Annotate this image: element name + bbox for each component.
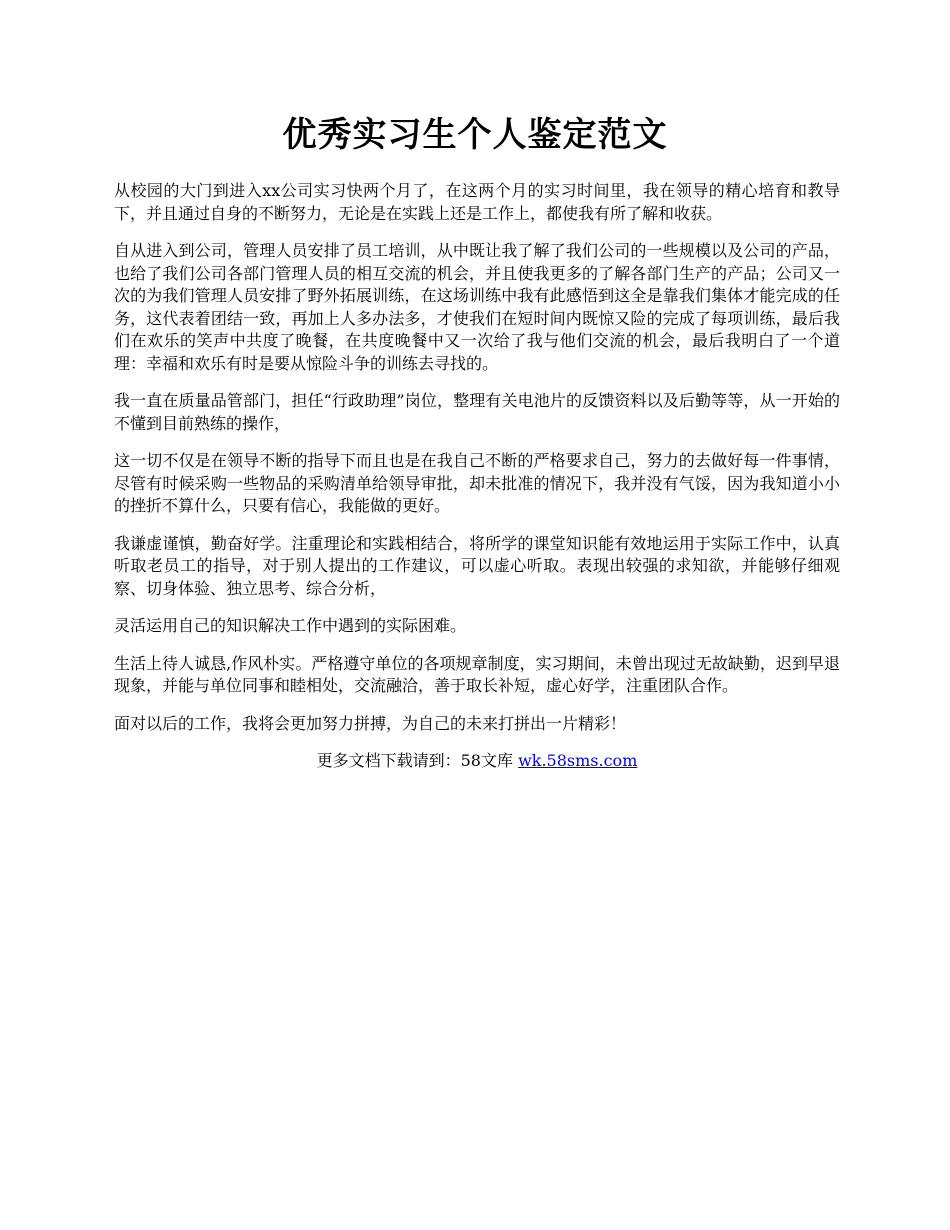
paragraph-6: 灵活运用自己的知识解决工作中遇到的实际困难。 bbox=[114, 616, 467, 635]
footer-prefix: 更多文档下载请到：58文库 bbox=[316, 751, 519, 770]
paragraph-7: 生活上待人诚恳,作风朴实。严格遵守单位的各项规章制度，实习期间，未曾出现过无故缺勤，迟到早退现象，并能与单位同事和睦相处，交流融洽，善于取长补短，虚心好学，注重团队合作。 bbox=[114, 653, 840, 695]
footer-link[interactable]: wk.58sms.com bbox=[518, 751, 638, 770]
paragraph-8: 面对以后的工作，我将会更加努力拼搏，为自己的未来打拼出一片精彩！ bbox=[114, 713, 627, 733]
paragraph-3: 我一直在质量品管部门，担任“行政助理”岗位，整理有关电池片的反馈资料以及后勤等等，从一开始的不懂到目前熟练的操作， bbox=[114, 391, 840, 433]
document-title: 优秀实习生个人鉴定范文 bbox=[282, 115, 668, 155]
paragraph-1: 从校园的大门到进入xx公司实习快两个月了，在这两个月的实习时间里，我在领导的精心培育和教导下，并且通过自身的不断努力，无论是在实践上还是工作上，都使我有所了解和收获。 bbox=[114, 181, 840, 223]
download-footer bbox=[114, 750, 840, 772]
paragraph-5: 我谦虚谨慎，勤奋好学。注重理论和实践相结合，将所学的课堂知识能有效地运用于实际工作中，认真听取老员工的指导，对于别人提出的工作建议，可以虚心听取。表现出较强的求知欲，并能够仔细观察、切身体验、独立思考、综合分析， bbox=[114, 533, 840, 598]
paragraph-2: 自从进入到公司，管理人员安排了员工培训，从中既让我了解了我们公司的一些规模以及公司的产品，也给了我们公司各部门管理人员的相互交流的机会，并且使我更多的了解各部门生产的产品；公司又一次的为我们管理人员安排了野外拓展训练，在这场训练中我有此感悟到这全是靠我们集体才能完成的任务，这代表着团结一致，再加上人多办法多，才使我们在短时间内既惊又险的完成了每项训练，最后我们在欢乐的笑声中共度了晚餐，在共度晚餐中又一次给了我与他们交流的机会，最后我明白了一个道理：幸福和欢乐有时是要从惊险斗争的训练去寻找的。 bbox=[114, 241, 840, 373]
paragraph-4: 这一切不仅是在领导不断的指导下而且也是在我自己不断的严格要求自己，努力的去做好每一件事情，尽管有时候采购一些物品的采购清单给领导审批，却未批准的情况下，我并没有气馁，因为我知道小小的挫折不算什么，只要有信心，我能做的更好。 bbox=[114, 451, 840, 515]
document-body bbox=[114, 180, 840, 772]
